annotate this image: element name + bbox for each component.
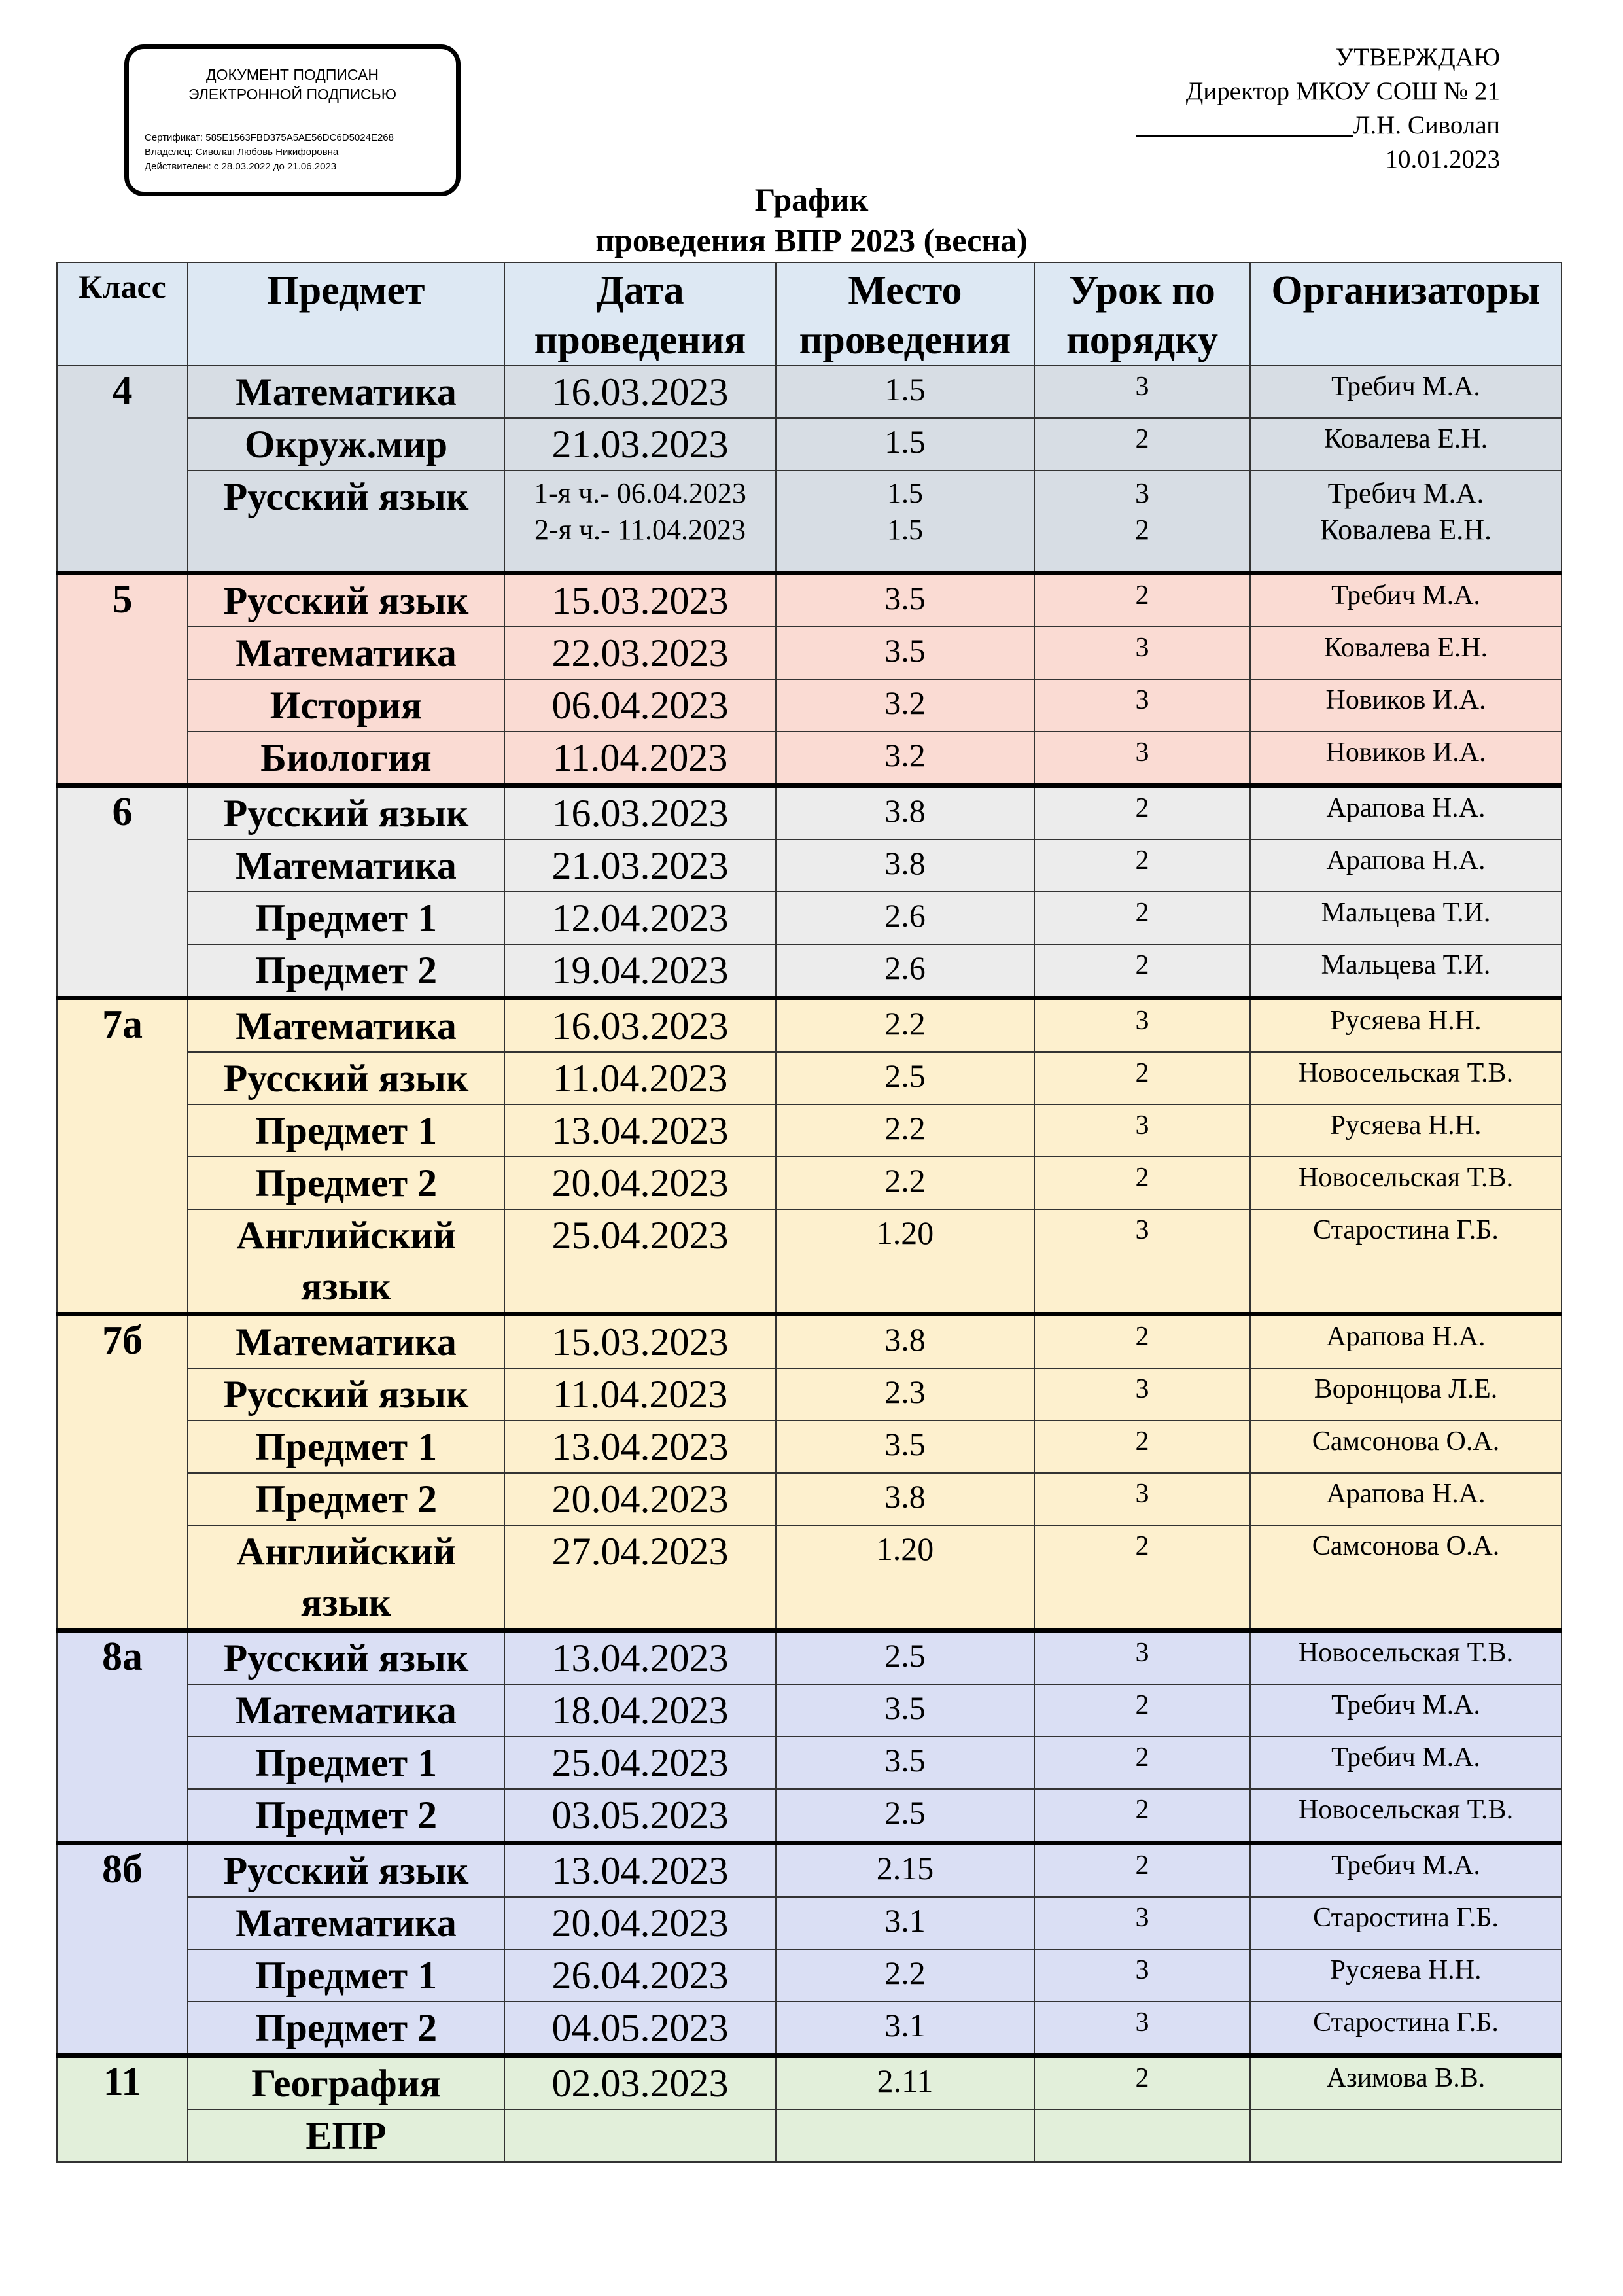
table-row — [57, 366, 1562, 418]
lesson-cell: 3 — [1034, 366, 1250, 418]
date-cell: 20.04.2023 — [504, 1897, 776, 1949]
lesson-cell: 3 — [1034, 1209, 1250, 1315]
date-cell: 27.04.2023 — [504, 1525, 776, 1631]
date-cell: 11.04.2023 — [504, 1368, 776, 1421]
lesson-cell: 3 — [1034, 1104, 1250, 1157]
organizer-cell: Арапова Н.А. — [1250, 1314, 1562, 1368]
place-cell: 1.5 — [776, 366, 1034, 418]
lesson-cell: 2 — [1034, 785, 1250, 839]
table-row — [57, 418, 1562, 470]
organizer-cell: Требич М.А. — [1250, 573, 1562, 627]
organizer-cell: Новосельская Т.В. — [1250, 1052, 1562, 1104]
place-cell: 2.5 — [776, 1630, 1034, 1684]
stamp-valid: Действителен: с 28.03.2022 до 21.06.2023 — [145, 161, 337, 172]
subject-cell: История — [188, 679, 504, 732]
header-row — [57, 262, 1562, 366]
place-cell: 2.2 — [776, 998, 1034, 1052]
lesson-cell: 3 — [1034, 1630, 1250, 1684]
subject-cell: Предмет 1 — [188, 1737, 504, 1789]
organizer-cell: Новосельская Т.В. — [1250, 1630, 1562, 1684]
place-cell: 3.8 — [776, 1314, 1034, 1368]
date-cell: 13.04.2023 — [504, 1104, 776, 1157]
organizer-part-1: Требич М.А. — [1327, 477, 1484, 509]
date-cell: 13.04.2023 — [504, 1843, 776, 1897]
table-row — [57, 1789, 1562, 1843]
organizer-cell: Арапова Н.А. — [1250, 839, 1562, 892]
organizer-cell — [1250, 470, 1562, 573]
approval-line-2: Директор МКОУ СОШ № 21 — [1185, 77, 1500, 105]
place-cell: 3.5 — [776, 627, 1034, 679]
table-row — [57, 1368, 1562, 1421]
date-cell: 13.04.2023 — [504, 1421, 776, 1473]
lesson-cell — [1034, 2110, 1250, 2162]
lesson-cell: 2 — [1034, 418, 1250, 470]
table-row — [57, 944, 1562, 998]
organizer-cell: Требич М.А. — [1250, 1737, 1562, 1789]
stamp-owner: Владелец: Сиволап Любовь Никифоровна — [145, 147, 339, 158]
date-cell: 19.04.2023 — [504, 944, 776, 998]
subject-cell: Математика — [188, 627, 504, 679]
place-cell: 2.3 — [776, 1368, 1034, 1421]
schedule-table — [56, 262, 1562, 2163]
class-cell: 8б — [57, 1843, 188, 2055]
table-row — [57, 1421, 1562, 1473]
approval-block — [1136, 41, 1500, 177]
organizer-cell: Новосельская Т.В. — [1250, 1789, 1562, 1843]
organizer-cell: Самсонова О.А. — [1250, 1421, 1562, 1473]
class-cell: 7б — [57, 1314, 188, 1630]
table-row — [57, 1949, 1562, 2002]
table-row — [57, 1684, 1562, 1737]
place-cell: 2.2 — [776, 1949, 1034, 2002]
table-row — [57, 732, 1562, 786]
class-cell: 7а — [57, 998, 188, 1314]
class-cell: 6 — [57, 785, 188, 998]
class-cell: 4 — [57, 366, 188, 573]
organizer-cell: Ковалева Е.Н. — [1250, 627, 1562, 679]
date-cell: 03.05.2023 — [504, 1789, 776, 1843]
date-cell: 04.05.2023 — [504, 2002, 776, 2056]
date-cell: 22.03.2023 — [504, 627, 776, 679]
stamp-title: ДОКУМЕНТ ПОДПИСАН ЭЛЕКТРОННОЙ ПОДПИСЬЮ — [188, 66, 396, 103]
place-cell: 2.15 — [776, 1843, 1034, 1897]
date-cell: 06.04.2023 — [504, 679, 776, 732]
place-cell: 2.2 — [776, 1157, 1034, 1209]
subject-cell: Русский язык — [188, 1630, 504, 1684]
date-cell: 16.03.2023 — [504, 998, 776, 1052]
subject-cell: Предмет 2 — [188, 1473, 504, 1525]
table-row — [57, 1209, 1562, 1315]
table-row — [57, 1843, 1562, 1897]
place-cell: 3.8 — [776, 785, 1034, 839]
organizer-cell — [1250, 2110, 1562, 2162]
header-place: Место проведения — [776, 262, 1034, 366]
date-cell: 26.04.2023 — [504, 1949, 776, 2002]
organizer-cell: Требич М.А. — [1250, 1684, 1562, 1737]
table-row — [57, 839, 1562, 892]
subject-cell: Русский язык — [188, 1368, 504, 1421]
date-cell: 16.03.2023 — [504, 785, 776, 839]
place-cell: 3.5 — [776, 1737, 1034, 1789]
table-row — [57, 470, 1562, 573]
date-cell: 11.04.2023 — [504, 732, 776, 786]
lesson-cell: 3 — [1034, 1949, 1250, 2002]
place-cell: 3.8 — [776, 1473, 1034, 1525]
date-cell: 20.04.2023 — [504, 1157, 776, 1209]
place-cell: 3.2 — [776, 732, 1034, 786]
lesson-part-2: 2 — [1135, 514, 1149, 546]
lesson-cell: 2 — [1034, 573, 1250, 627]
lesson-cell: 2 — [1034, 1525, 1250, 1631]
organizer-cell: Русяева Н.Н. — [1250, 1104, 1562, 1157]
date-part-1: 1-я ч.- 06.04.2023 — [534, 477, 746, 509]
date-cell: 12.04.2023 — [504, 892, 776, 944]
organizer-part-2: Ковалева Е.Н. — [1319, 514, 1492, 546]
subject-cell: Математика — [188, 998, 504, 1052]
lesson-cell: 2 — [1034, 1684, 1250, 1737]
subject-cell: ЕПР — [188, 2110, 504, 2162]
organizer-cell: Азимова В.В. — [1250, 2055, 1562, 2110]
date-cell: 15.03.2023 — [504, 1314, 776, 1368]
table-row — [57, 2002, 1562, 2056]
approval-line-1: УТВЕРЖДАЮ — [1335, 43, 1500, 71]
organizer-cell: Новиков И.А. — [1250, 732, 1562, 786]
date-cell: 11.04.2023 — [504, 1052, 776, 1104]
table-row — [57, 998, 1562, 1052]
header-class: Класс — [57, 262, 188, 366]
organizer-cell: Мальцева Т.И. — [1250, 944, 1562, 998]
lesson-cell: 2 — [1034, 1737, 1250, 1789]
place-cell: 2.6 — [776, 944, 1034, 998]
date-cell: 15.03.2023 — [504, 573, 776, 627]
header-date: Дата проведения — [504, 262, 776, 366]
table-row — [57, 1630, 1562, 1684]
organizer-cell: Мальцева Т.И. — [1250, 892, 1562, 944]
page-title: График проведения ВПР 2023 (весна) — [595, 181, 1028, 258]
lesson-cell: 2 — [1034, 1052, 1250, 1104]
class-cell: 5 — [57, 573, 188, 785]
table-row — [57, 1314, 1562, 1368]
lesson-cell: 2 — [1034, 839, 1250, 892]
lesson-cell: 2 — [1034, 1843, 1250, 1897]
place-cell: 3.5 — [776, 1684, 1034, 1737]
place-cell: 2.6 — [776, 892, 1034, 944]
lesson-cell: 2 — [1034, 2055, 1250, 2110]
subject-cell: Английский язык — [188, 1525, 504, 1631]
table-row — [57, 785, 1562, 839]
date-part-2: 2-я ч.- 11.04.2023 — [534, 514, 746, 546]
place-cell: 2.5 — [776, 1789, 1034, 1843]
subject-cell: Русский язык — [188, 470, 504, 573]
subject-cell: Предмет 1 — [188, 1949, 504, 2002]
lesson-cell: 2 — [1034, 892, 1250, 944]
organizer-cell: Самсонова О.А. — [1250, 1525, 1562, 1631]
date-cell: 18.04.2023 — [504, 1684, 776, 1737]
place-cell: 2.5 — [776, 1052, 1034, 1104]
date-cell: 21.03.2023 — [504, 418, 776, 470]
table-row — [57, 679, 1562, 732]
date-cell: 02.03.2023 — [504, 2055, 776, 2110]
subject-cell: Математика — [188, 1684, 504, 1737]
table-row — [57, 1473, 1562, 1525]
approval-date: 10.01.2023 — [1385, 145, 1500, 173]
table-row — [57, 1052, 1562, 1104]
lesson-cell: 3 — [1034, 1897, 1250, 1949]
place-cell: 1.5 — [776, 418, 1034, 470]
lesson-cell: 2 — [1034, 944, 1250, 998]
organizer-cell: Требич М.А. — [1250, 1843, 1562, 1897]
subject-cell: Английский язык — [188, 1209, 504, 1315]
table-row — [57, 573, 1562, 627]
table-row — [57, 627, 1562, 679]
lesson-part-1: 3 — [1135, 477, 1149, 509]
date-cell: 21.03.2023 — [504, 839, 776, 892]
place-cell: 3.5 — [776, 573, 1034, 627]
date-cell: 25.04.2023 — [504, 1209, 776, 1315]
table-row — [57, 1737, 1562, 1789]
organizer-cell: Старостина Г.Б. — [1250, 1897, 1562, 1949]
header-lesson: Урок по порядку — [1034, 262, 1250, 366]
subject-cell: Биология — [188, 732, 504, 786]
place-cell: 2.11 — [776, 2055, 1034, 2110]
place-cell — [776, 2110, 1034, 2162]
lesson-cell: 2 — [1034, 1789, 1250, 1843]
lesson-cell: 3 — [1034, 1368, 1250, 1421]
organizer-cell: Арапова Н.А. — [1250, 785, 1562, 839]
organizer-cell: Требич М.А. — [1250, 366, 1562, 418]
place-cell: 3.2 — [776, 679, 1034, 732]
organizer-cell: Ковалева Е.Н. — [1250, 418, 1562, 470]
organizer-cell: Русяева Н.Н. — [1250, 998, 1562, 1052]
stamp-certificate: Сертификат: 585E1563FBD375A5AE56DC6D5024E268 — [145, 132, 394, 143]
subject-cell: Русский язык — [188, 573, 504, 627]
place-cell: 3.1 — [776, 1897, 1034, 1949]
place-cell: 2.2 — [776, 1104, 1034, 1157]
place-cell: 3.1 — [776, 2002, 1034, 2056]
place-cell: 1.20 — [776, 1209, 1034, 1315]
table-row — [57, 2055, 1562, 2110]
place-part-1: 1.5 — [887, 477, 923, 509]
lesson-cell: 2 — [1034, 1157, 1250, 1209]
lesson-cell: 2 — [1034, 1421, 1250, 1473]
lesson-cell: 3 — [1034, 998, 1250, 1052]
lesson-cell: 2 — [1034, 1314, 1250, 1368]
subject-cell: Математика — [188, 1897, 504, 1949]
table-row — [57, 1525, 1562, 1631]
place-cell: 3.8 — [776, 839, 1034, 892]
subject-cell: Окруж.мир — [188, 418, 504, 470]
table-row — [57, 1157, 1562, 1209]
organizer-cell: Старостина Г.Б. — [1250, 2002, 1562, 2056]
place-part-2: 1.5 — [887, 514, 923, 546]
subject-cell: География — [188, 2055, 504, 2110]
date-cell — [504, 2110, 776, 2162]
lesson-cell: 3 — [1034, 679, 1250, 732]
signature-stamp — [124, 44, 461, 196]
subject-cell: Предмет 1 — [188, 1104, 504, 1157]
date-cell: 25.04.2023 — [504, 1737, 776, 1789]
place-cell — [776, 470, 1034, 573]
organizer-cell: Новиков И.А. — [1250, 679, 1562, 732]
subject-cell: Русский язык — [188, 1052, 504, 1104]
place-cell: 3.5 — [776, 1421, 1034, 1473]
table-row — [57, 1897, 1562, 1949]
subject-cell: Математика — [188, 366, 504, 418]
subject-cell: Предмет 2 — [188, 944, 504, 998]
date-cell: 16.03.2023 — [504, 366, 776, 418]
place-cell: 1.20 — [776, 1525, 1034, 1631]
date-cell — [504, 470, 776, 573]
organizer-cell: Воронцова Л.Е. — [1250, 1368, 1562, 1421]
subject-cell: Математика — [188, 839, 504, 892]
subject-cell: Предмет 1 — [188, 1421, 504, 1473]
approval-line-3: _________________Л.Н. Сиволап — [1136, 111, 1500, 139]
date-cell: 13.04.2023 — [504, 1630, 776, 1684]
header-organizers: Организаторы — [1250, 262, 1562, 366]
subject-cell: Предмет 2 — [188, 1157, 504, 1209]
table-row — [57, 2110, 1562, 2162]
lesson-cell: 3 — [1034, 732, 1250, 786]
subject-cell: Русский язык — [188, 785, 504, 839]
table-row — [57, 892, 1562, 944]
subject-cell: Математика — [188, 1314, 504, 1368]
lesson-cell — [1034, 470, 1250, 573]
class-cell: 8а — [57, 1630, 188, 1843]
subject-cell: Предмет 2 — [188, 2002, 504, 2056]
table-row — [57, 1104, 1562, 1157]
organizer-cell: Арапова Н.А. — [1250, 1473, 1562, 1525]
subject-cell: Предмет 2 — [188, 1789, 504, 1843]
lesson-cell: 3 — [1034, 627, 1250, 679]
organizer-cell: Новосельская Т.В. — [1250, 1157, 1562, 1209]
organizer-cell: Старостина Г.Б. — [1250, 1209, 1562, 1315]
class-cell: 11 — [57, 2055, 188, 2162]
subject-cell: Русский язык — [188, 1843, 504, 1897]
organizer-cell: Русяева Н.Н. — [1250, 1949, 1562, 2002]
header-subject: Предмет — [188, 262, 504, 366]
subject-cell: Предмет 1 — [188, 892, 504, 944]
lesson-cell: 3 — [1034, 2002, 1250, 2056]
lesson-cell: 3 — [1034, 1473, 1250, 1525]
date-cell: 20.04.2023 — [504, 1473, 776, 1525]
